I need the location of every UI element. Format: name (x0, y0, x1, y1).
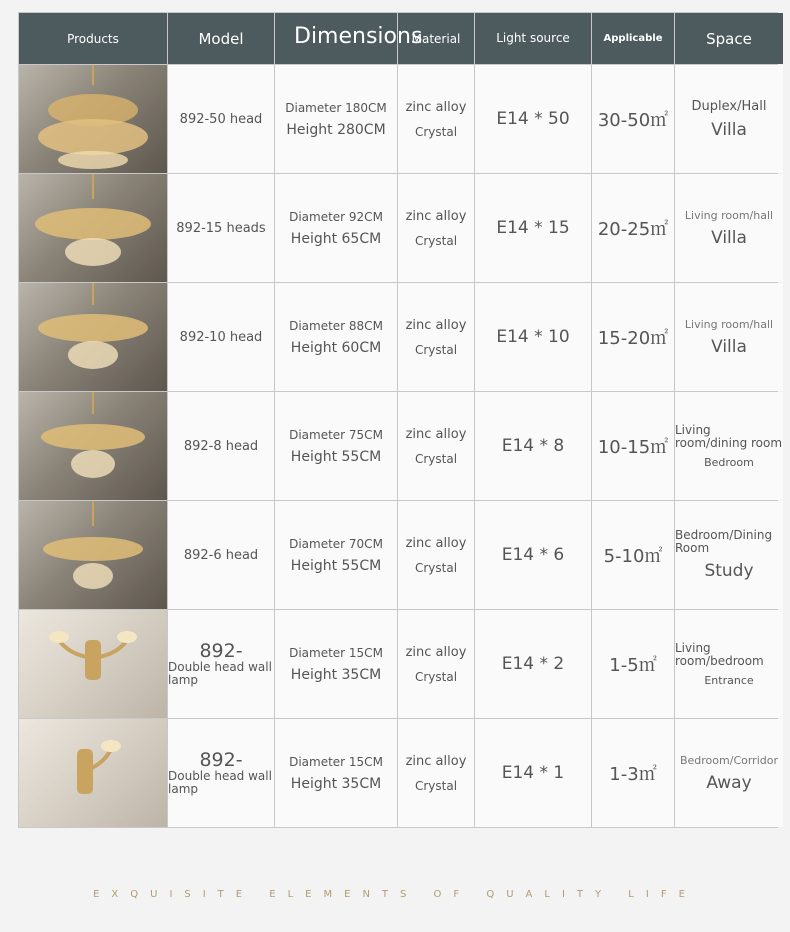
table-cell-light-source (475, 501, 591, 609)
product-image-chandelier-8 (19, 392, 167, 500)
space-secondary: Villa (711, 336, 747, 357)
table-cell-dimensions (275, 392, 397, 500)
space-primary: Bedroom/Dining Room (675, 528, 773, 555)
header-space: Space (675, 13, 783, 64)
space-secondary: Entrance (704, 673, 754, 687)
table-cell-model (168, 501, 274, 609)
product-image-chandelier-50 (19, 65, 167, 173)
height-text: Height 35CM (290, 775, 382, 792)
table-cell-model (168, 174, 274, 282)
light-source-text: E14 * 15 (496, 218, 570, 238)
material-secondary: Crystal (414, 669, 458, 684)
light-source-text: E14 * 10 (496, 327, 570, 347)
light-source-text: E14 * 6 (501, 545, 565, 565)
table-cell-model (168, 719, 274, 827)
table-cell-space (675, 174, 783, 282)
table-cell-dimensions (275, 719, 397, 827)
material-primary: zinc alloy (405, 753, 467, 769)
area-text: 1-3㎡ (609, 764, 657, 785)
product-image-chandelier-15 (19, 174, 167, 282)
table-cell-material (398, 392, 474, 500)
header-products: Products (19, 13, 167, 64)
table-cell-area (592, 719, 674, 827)
table-cell-area (592, 501, 674, 609)
material-secondary: Crystal (414, 451, 458, 466)
header-dimensions-title: Dimensions (294, 24, 423, 49)
table-cell-light-source (475, 65, 591, 173)
diameter-text: Diameter 88CM (289, 318, 383, 333)
product-image-wall-lamp-single (19, 719, 167, 827)
height-text: Height 280CM (286, 121, 386, 138)
material-primary: zinc alloy (405, 644, 467, 660)
table-cell-material (398, 65, 474, 173)
material-secondary: Crystal (414, 560, 458, 575)
table-cell-area (592, 65, 674, 173)
model-code: 892- (199, 749, 243, 771)
material-primary: zinc alloy (405, 426, 467, 442)
material-primary: zinc alloy (405, 317, 467, 333)
table-cell-material (398, 719, 474, 827)
space-secondary: Bedroom (704, 455, 754, 469)
table-cell-dimensions (275, 283, 397, 391)
product-spec-table (18, 12, 783, 828)
table-cell-material (398, 610, 474, 718)
material-secondary: Crystal (414, 124, 458, 139)
table-cell-space (675, 501, 783, 609)
table-cell-material (398, 283, 474, 391)
header-model: Model (168, 13, 274, 64)
table-cell-area (592, 283, 674, 391)
table-cell-light-source (475, 719, 591, 827)
material-secondary: Crystal (414, 778, 458, 793)
area-text: 30-50㎡ (597, 110, 669, 131)
diameter-text: Diameter 180CM (285, 100, 387, 115)
model-text: 892-15 heads (176, 220, 266, 236)
table-cell-material (398, 174, 474, 282)
product-image-chandelier-10 (19, 283, 167, 391)
model-text: 892-50 head (179, 111, 263, 127)
table-cell-light-source (475, 392, 591, 500)
table-cell-area (592, 174, 674, 282)
table-cell-space (675, 65, 783, 173)
light-source-text: E14 * 2 (501, 654, 565, 674)
table-cell-light-source (475, 610, 591, 718)
space-primary: Bedroom/Corridor (679, 753, 778, 767)
table-cell-dimensions (275, 501, 397, 609)
table-cell-space (675, 392, 783, 500)
table-cell-light-source (475, 174, 591, 282)
material-primary: zinc alloy (405, 99, 467, 115)
model-code: 892- (199, 640, 243, 662)
table-cell-model (168, 65, 274, 173)
model-description: Double head wall lamp (168, 660, 272, 687)
space-primary: Living room/bedroom (675, 640, 764, 668)
table-cell-material (398, 501, 474, 609)
table-cell-dimensions (275, 610, 397, 718)
table-cell-space (675, 283, 783, 391)
material-primary: zinc alloy (405, 535, 467, 551)
light-source-text: E14 * 50 (496, 109, 570, 129)
header-material: Material (398, 13, 474, 64)
area-text: 10-15㎡ (597, 437, 669, 458)
area-text: 1-5㎡ (609, 655, 657, 676)
table-cell-area (592, 392, 674, 500)
table-cell-model (168, 392, 274, 500)
space-secondary: Villa (711, 119, 747, 140)
footer-tagline: EXQUISITE ELEMENTS OF QUALITY LIFE (93, 889, 697, 900)
area-text: 5-10㎡ (603, 546, 663, 567)
area-text: 20-25㎡ (597, 219, 669, 240)
table-cell-model (168, 283, 274, 391)
space-secondary: Study (704, 561, 754, 581)
header-dimensions-cell (275, 13, 397, 64)
diameter-text: Diameter 70CM (289, 536, 383, 551)
table-cell-model (168, 610, 274, 718)
space-primary: Living room/hall (684, 208, 774, 222)
table-cell-light-source (475, 283, 591, 391)
area-text: 15-20㎡ (597, 328, 669, 349)
light-source-text: E14 * 1 (501, 763, 565, 783)
model-text: 892-8 head (183, 438, 259, 454)
material-secondary: Crystal (414, 233, 458, 248)
diameter-text: Diameter 15CM (289, 754, 383, 769)
space-secondary: Away (706, 772, 752, 793)
height-text: Height 60CM (290, 339, 382, 356)
height-text: Height 55CM (290, 557, 382, 574)
height-text: Height 65CM (290, 230, 382, 247)
model-text: 892-6 head (183, 547, 259, 563)
space-primary: Living room/dining room (675, 422, 783, 450)
space-secondary: Villa (711, 227, 747, 248)
diameter-text: Diameter 75CM (289, 427, 383, 442)
material-secondary: Crystal (414, 342, 458, 357)
table-cell-space (675, 610, 783, 718)
diameter-text: Diameter 15CM (289, 645, 383, 660)
table-cell-dimensions (275, 174, 397, 282)
header-light-source: Light source (475, 13, 591, 64)
light-source-text: E14 * 8 (501, 436, 565, 456)
table-cell-space (675, 719, 783, 827)
space-primary: Living room/hall (684, 317, 774, 331)
height-text: Height 55CM (290, 448, 382, 465)
diameter-text: Diameter 92CM (289, 209, 383, 224)
table-cell-dimensions (275, 65, 397, 173)
header-applicable: Applicable (592, 13, 674, 64)
product-image-chandelier-6 (19, 501, 167, 609)
material-primary: zinc alloy (405, 208, 467, 224)
table-cell-area (592, 610, 674, 718)
model-description: Double head wall lamp (168, 769, 272, 796)
height-text: Height 35CM (290, 666, 382, 683)
space-primary: Duplex/Hall (691, 98, 767, 114)
product-image-wall-lamp-double (19, 610, 167, 718)
model-text: 892-10 head (179, 329, 263, 345)
